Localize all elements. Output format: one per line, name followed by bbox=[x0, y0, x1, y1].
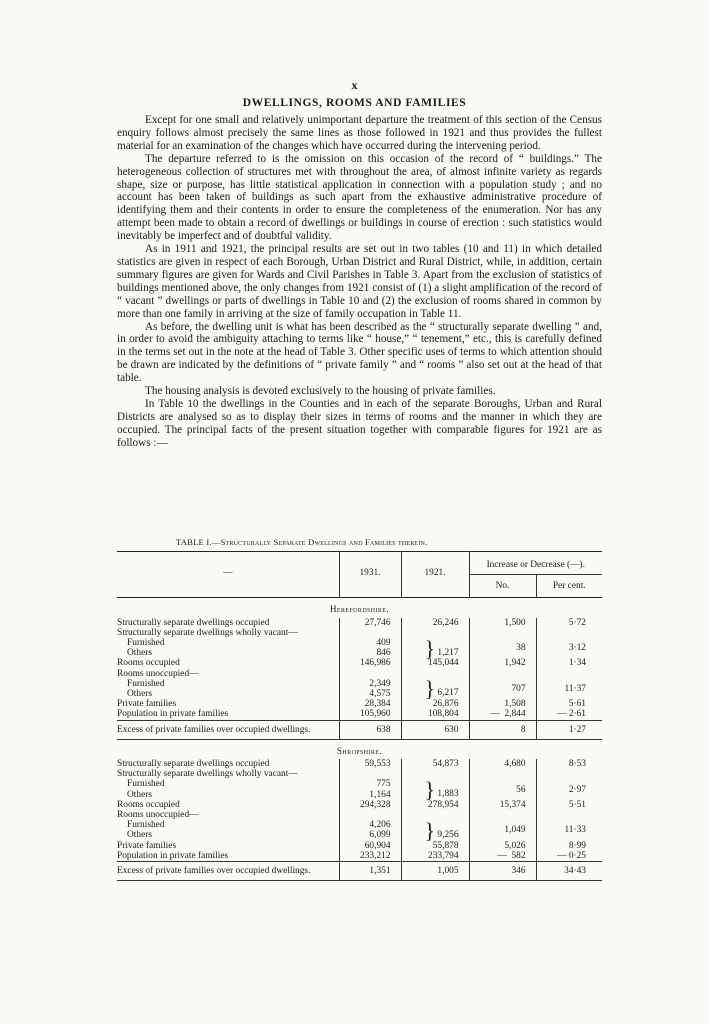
cell-no: 1,508 bbox=[469, 699, 536, 709]
table-row bbox=[117, 669, 602, 679]
cell-no: 15,374 bbox=[469, 800, 536, 810]
cell-1921: 26,246 bbox=[401, 618, 469, 628]
table-row bbox=[117, 638, 602, 648]
row-label: Others bbox=[127, 789, 152, 800]
row-label: Structurally separate dwellings wholly vacant— bbox=[117, 769, 298, 780]
cell-1931: 60,904 bbox=[339, 841, 401, 851]
paragraph: Except for one small and relatively unimportant departure the treatment of this section of the Census enquiry follows almost precisely the same lines as those followed in 1921 and thus provides the fullest material for an examination of the changes which have occurred during the intervening period. bbox=[117, 114, 602, 152]
table-row bbox=[117, 628, 602, 638]
cell-no: — 582 bbox=[469, 851, 536, 862]
cell-1931: 1,351 bbox=[339, 862, 401, 881]
table-row bbox=[117, 709, 602, 720]
cell-pct: 5·72 bbox=[536, 618, 602, 628]
row-label: Furnished bbox=[127, 779, 165, 790]
row-label: Private families bbox=[117, 699, 177, 710]
cell-no: 56 bbox=[469, 779, 536, 799]
brace-symbol: } bbox=[424, 817, 436, 843]
cell-1921: 278,954 bbox=[401, 800, 469, 810]
row-label: Excess of private families over occupied dwellings. bbox=[117, 862, 339, 881]
row-label: Others bbox=[127, 689, 152, 700]
table-row bbox=[117, 800, 602, 810]
table-row bbox=[117, 658, 602, 668]
section-title: Shropshire. bbox=[117, 739, 602, 759]
minus-sign: — bbox=[490, 709, 500, 720]
paragraph: As in 1911 and 1921, the principal results are set out in two tables (10 and 11) in which detailed statistics are given in respect of each Borough, Urban District and Rural District, while, in addition, certain summary figures are given for Wards and Civil Parishes in Table 3. Apart from the exclusion of statistics of buildings mentioned above, the only changes from 1921 consist of (1) a slight amplification of the record of “ vacant ” dwellings or parts of dwellings in Table 10 and (2) the exclusion of rooms shared in common by more than one family in arriving at the size of family occupation in Table 11. bbox=[117, 243, 602, 320]
cell-1931: 27,746 bbox=[339, 618, 401, 628]
cell-1931: 105,960 bbox=[339, 709, 401, 720]
cell-1921: 1,005 bbox=[401, 862, 469, 881]
minus-sign: — bbox=[497, 850, 507, 861]
cell-1921: } 6,217 bbox=[401, 679, 469, 699]
row-label: Population in private families bbox=[117, 850, 229, 861]
cell-1921: 55,878 bbox=[401, 841, 469, 851]
table-row-excess bbox=[117, 862, 602, 881]
cell-pct: 11·37 bbox=[536, 679, 602, 699]
dwellings-table bbox=[117, 551, 602, 881]
cell-1921: 26,876 bbox=[401, 699, 469, 709]
table-row bbox=[117, 841, 602, 851]
cell-1931: 28,384 bbox=[339, 699, 401, 709]
cell-no: 346 bbox=[469, 862, 536, 881]
table-row bbox=[117, 851, 602, 862]
header-1931: 1931. bbox=[339, 552, 401, 598]
cell-no: 1,942 bbox=[469, 658, 536, 668]
header-percent: Per cent. bbox=[536, 575, 602, 598]
cell-pct: 5·61 bbox=[536, 699, 602, 709]
table-row bbox=[117, 699, 602, 709]
row-label: Furnished bbox=[127, 678, 165, 689]
cell-pct: — 2·61 bbox=[536, 709, 602, 720]
cell-1921: } 9,256 bbox=[401, 820, 469, 840]
header-no: No. bbox=[469, 575, 536, 598]
row-label: Furnished bbox=[127, 638, 165, 649]
cell-1931: 4,206 bbox=[339, 820, 401, 830]
cell-1931: 233,212 bbox=[339, 851, 401, 862]
cell-no: 1,500 bbox=[469, 618, 536, 628]
row-label: Structurally separate dwellings wholly vacant— bbox=[117, 627, 298, 638]
cell-no: 38 bbox=[469, 638, 536, 658]
table-row bbox=[117, 769, 602, 779]
cell-1931: 409 bbox=[339, 638, 401, 648]
cell-1931: 59,553 bbox=[339, 759, 401, 769]
table-caption-title: Structurally Separate Dwellings and Families therein. bbox=[220, 537, 428, 547]
cell-no: 1,049 bbox=[469, 820, 536, 840]
row-label: Rooms unoccupied— bbox=[117, 668, 199, 679]
cell-no: 707 bbox=[469, 679, 536, 699]
table-row bbox=[117, 810, 602, 820]
table-row bbox=[117, 779, 602, 789]
cell-1921: } 1,217 bbox=[401, 638, 469, 658]
cell-no: — 2,844 bbox=[469, 709, 536, 720]
row-label: Rooms occupied bbox=[117, 658, 180, 669]
row-label: Furnished bbox=[127, 820, 165, 831]
cell-pct: 34·43 bbox=[536, 862, 602, 881]
brace-symbol: } bbox=[424, 635, 436, 661]
cell-1921: 233,794 bbox=[401, 851, 469, 862]
cell-1931: 775 bbox=[339, 779, 401, 789]
page-number: x bbox=[351, 78, 358, 92]
cell-pct: 1·27 bbox=[536, 720, 602, 739]
cell-1931: 638 bbox=[339, 720, 401, 739]
cell-no: 4,680 bbox=[469, 759, 536, 769]
cell-1931: 846 bbox=[339, 648, 401, 658]
cell-1921: 54,873 bbox=[401, 759, 469, 769]
cell-pct: 8·53 bbox=[536, 759, 602, 769]
row-label: Structurally separate dwellings occupied bbox=[117, 759, 270, 770]
cell-1931: 4,575 bbox=[339, 689, 401, 699]
cell-pct: 8·99 bbox=[536, 841, 602, 851]
cell-pct: 11·33 bbox=[536, 820, 602, 840]
section-herefordshire bbox=[117, 598, 602, 739]
header-increase: Increase or Decrease (—). bbox=[469, 552, 602, 575]
table-row bbox=[117, 759, 602, 769]
row-label: Structurally separate dwellings occupied bbox=[117, 617, 270, 628]
paragraph: In Table 10 the dwellings in the Counties and in each of the separate Boroughs, Urban and Rural Districts are analysed so as to display their sizes in terms of rooms and the manner in which they are occupied. The principal facts of the present situation together with comparable figures for 1921 are as follows :— bbox=[117, 397, 602, 449]
table-caption-prefix: TABLE I.— bbox=[176, 537, 221, 547]
cell-pct: 2·97 bbox=[536, 779, 602, 799]
cell-1931: 294,328 bbox=[339, 800, 401, 810]
table-caption bbox=[176, 537, 576, 547]
row-label: Private families bbox=[117, 840, 177, 851]
paragraph: The departure referred to is the omission on this occasion of the record of “ buildings.” The heterogeneous collection of structures met with throughout the area, of almost infinite variety as regards shape, size or purpose, has little statistical application in connection with a population study ; and no account has been taken of buildings as such apart from the exhaustive administrative procedure of identifying them and their contents in order to ensure the completeness of the enumeration. Nor has any attempt been made to obtain a record of dwellings or buildings in course of erection : such statistics would inevitably be imperfect and of doubtful validity. bbox=[117, 152, 602, 243]
section-shropshire bbox=[117, 739, 602, 880]
header-1921: 1921. bbox=[401, 552, 469, 598]
table-row bbox=[117, 679, 602, 689]
cell-1931: 2,349 bbox=[339, 679, 401, 689]
cell-1921: 145,044 bbox=[401, 658, 469, 668]
header-blank: — bbox=[223, 568, 233, 578]
row-label: Excess of private families over occupied dwellings. bbox=[117, 720, 339, 739]
section-heading: DWELLINGS, ROOMS AND FAMILIES bbox=[242, 97, 467, 109]
table-row bbox=[117, 820, 602, 830]
cell-1921: } 1,883 bbox=[401, 779, 469, 799]
row-label: Others bbox=[127, 648, 152, 659]
paragraph: As before, the dwelling unit is what has been described as the “ structurally separate dwelling ” and, in order to avoid the ambiguity attaching to terms like “ house,” “ tenement,” etc., this is carefully defined in the terms set out in the note at the head of Table 3. Other specific uses of terms to which attention should be drawn are indicated by the definitions of “ private family ” and “ rooms ” also set out at the head of that table. bbox=[117, 320, 602, 385]
body-text bbox=[117, 114, 602, 450]
row-label: Population in private families bbox=[117, 709, 229, 720]
cell-pct: 3·12 bbox=[536, 638, 602, 658]
cell-1931: 6,099 bbox=[339, 830, 401, 840]
cell-no: 8 bbox=[469, 720, 536, 739]
cell-no: 5,026 bbox=[469, 841, 536, 851]
table-row bbox=[117, 618, 602, 628]
brace-symbol: } bbox=[424, 777, 436, 803]
cell-1931: 1,164 bbox=[339, 790, 401, 800]
cell-pct: 1·34 bbox=[536, 658, 602, 668]
brace-symbol: } bbox=[424, 676, 436, 702]
row-label: Rooms unoccupied— bbox=[117, 810, 199, 821]
cell-1931: 146,986 bbox=[339, 658, 401, 668]
table-row-excess bbox=[117, 720, 602, 739]
cell-1921: 630 bbox=[401, 720, 469, 739]
cell-pct: — 0·25 bbox=[536, 851, 602, 862]
section-title: Herefordshire. bbox=[329, 604, 390, 615]
row-label: Rooms occupied bbox=[117, 799, 180, 810]
row-label: Others bbox=[127, 830, 152, 841]
cell-1921: 108,804 bbox=[401, 709, 469, 720]
paragraph: The housing analysis is devoted exclusively to the housing of private families. bbox=[145, 385, 496, 398]
cell-pct: 5·51 bbox=[536, 800, 602, 810]
